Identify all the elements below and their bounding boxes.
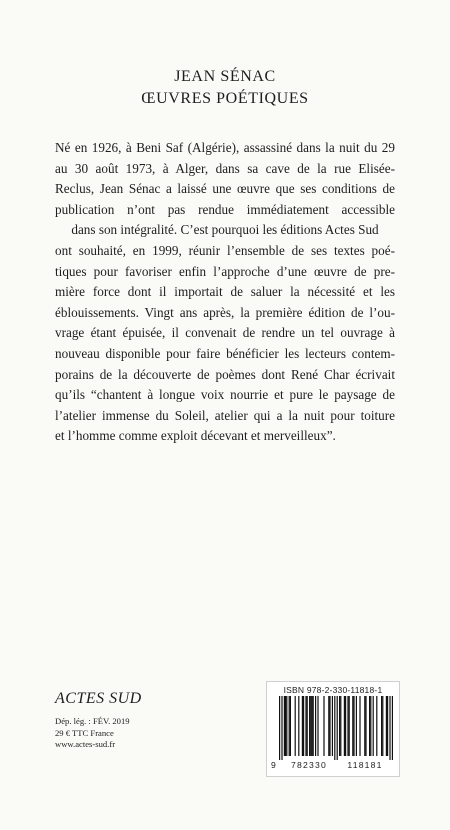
barcode-bar [332,696,333,756]
barcode-digit-group: 118181 [347,760,383,770]
barcode-bar [339,696,340,756]
barcode-icon [271,696,395,760]
blurb-line: mière force dont il importait de saluer la nécessité et les [55,284,395,300]
barcode-bar [303,696,304,756]
blurb-line: tiques pour favoriser enfin l’approche d’une œuvre de pre- [55,263,395,279]
website: www.actes-sud.fr [55,739,116,749]
barcode-bar [310,696,311,756]
blurb-line: publication n’ont pas rendue immédiatement accessible [55,201,395,217]
barcode-digit-group: 9 [271,760,276,770]
barcode-bar [369,696,370,756]
barcode-bar [313,696,314,756]
barcode-bar [334,696,335,760]
legal-deposit: Dép. lég. : FÉV. 2019 [55,716,130,726]
barcode-digit-group: 782330 [291,760,327,770]
barcode-bar [295,696,296,756]
barcode-bar [285,696,286,756]
legal-info [55,716,130,751]
blurb-line: et l’homme comme exploit décevant et merveilleux”. [55,428,336,444]
barcode-bar [392,696,393,760]
barcode-bar [386,696,387,756]
cover-header [0,66,450,110]
barcode-bar [347,696,348,756]
barcode-bar [356,696,357,756]
isbn-label: ISBN 978-2-330-11818-1 [283,685,383,695]
barcode-bar [284,696,285,756]
barcode-bar [364,696,365,756]
barcode-bar [340,696,341,756]
barcode-bar [302,696,303,756]
author-name: JEAN SÉNAC [174,68,276,85]
barcode-bar [309,696,310,756]
blurb-line: nouveau disponible pour faire bénéficier les lecteurs contem- [55,345,395,361]
barcode-bar [289,696,290,756]
barcode-bar [352,696,353,756]
barcode-bar [315,696,316,756]
barcode-bar [286,696,287,756]
barcode-bar [323,696,324,756]
blurb-line: ont souhaité, en 1999, réunir l’ensemble de ses textes poé- [55,242,395,258]
blurb-line: Né en 1926, à Beni Saf (Algérie), assassiné dans la nuit du 29 [55,140,395,155]
barcode-bar [373,696,374,756]
barcode-bar [370,696,371,756]
blurb-line: porains de la découverte de poèmes dont René Char écrivait [55,366,395,382]
barcode-bar [349,696,350,756]
barcode-bar [376,696,377,756]
barcode-bar [359,696,360,756]
barcode-bar [298,696,299,756]
barcode-bar [345,696,346,756]
barcode-bar [305,696,306,756]
barcode-bar [337,696,338,760]
barcode-bar [389,696,390,760]
barcode-bar [382,696,383,756]
blurb-line: vrage étant épuisée, il convenait de rendre un tel ouvrage à [55,325,395,341]
blurb-paragraph [55,138,395,447]
price: 29 € TTC France [55,727,114,738]
barcode-bar [317,696,318,756]
barcode-bar [311,696,312,756]
barcode-bar [290,696,291,756]
blurb-line: qu’ils “chantent à longue voix nourrie et pure le paysage de [55,387,395,403]
barcode-bar [279,696,280,760]
barcode-bar [365,696,366,756]
barcode-bar [344,696,345,756]
barcode-bar [387,696,388,756]
barcode-digits [271,760,395,770]
blurb-line: Reclus, Jean Sénac a laissé une œuvre que ses conditions de [55,181,395,197]
barcode-bar [281,696,282,760]
blurb-line: éblouissements. Vingt ans après, la première édition de l’ou- [55,304,395,320]
blurb-line: dans son intégralité. C’est pourquoi les éditions Actes Sud [71,222,379,238]
blurb-line: l’atelier immense du Soleil, atelier qui a la nuit pour toiture [55,407,395,423]
book-title: ŒUVRES POÉTIQUES [141,90,309,107]
publisher-logo: ACTES SUD [55,690,142,707]
isbn-barcode-block [266,681,400,777]
barcode-bar [353,696,354,756]
barcode-bar [329,696,330,756]
blurb-line: au 30 août 1973, à Alger, dans sa cave de la rue Elisée- [55,160,395,176]
barcode-bar [381,696,382,756]
barcode-bar [307,696,308,756]
barcode-bar [328,696,329,756]
